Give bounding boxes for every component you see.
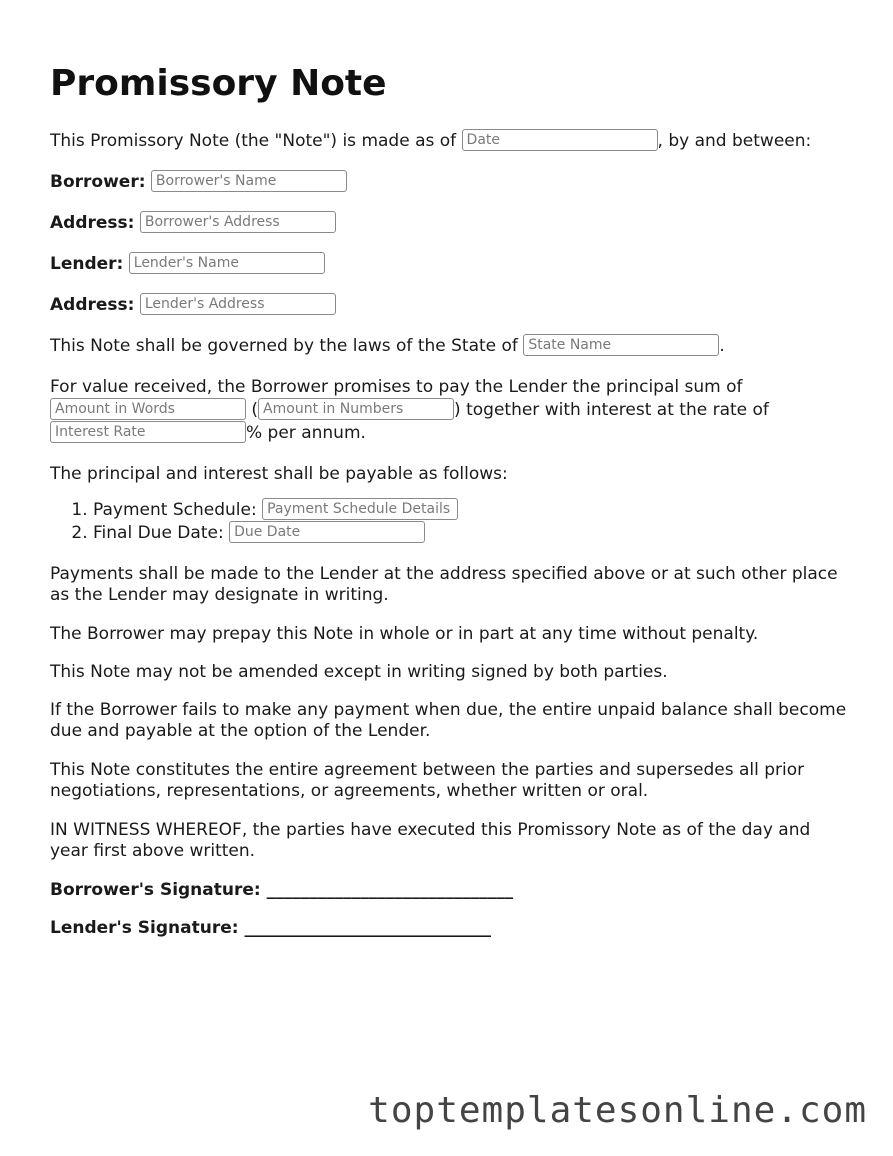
governing-law-paragraph: This Note shall be governed by the laws of the State of State Name . <box>50 336 725 356</box>
lender-address-line <box>50 294 850 316</box>
payment-schedule-input[interactable]: Payment Schedule Details <box>262 498 458 520</box>
state-name-input[interactable]: State Name <box>523 334 719 356</box>
interest-rate-input[interactable]: Interest Rate <box>50 421 246 443</box>
intro-paragraph: This Promissory Note (the "Note") is made as of Date , by and between: <box>50 131 812 151</box>
payment-list <box>50 499 850 545</box>
lender-address-input[interactable]: Lender's Address <box>140 293 336 315</box>
principal-paragraph: For value received, the Borrower promises to pay the Lender the principal sum of Amount in Words ( Amount in Numbers ) together with interest at the rate of Interest Rate % per annum. <box>50 377 769 443</box>
borrower-address-label: Address: <box>50 213 135 233</box>
borrower-address-line <box>50 212 850 234</box>
lender-address-label: Address: <box>50 295 135 315</box>
document-page <box>50 60 850 956</box>
amendment-paragraph: This Note may not be amended except in writing signed by both parties. <box>50 662 668 682</box>
watermark: toptemplatesonline.com <box>368 1090 867 1131</box>
witness-paragraph: IN WITNESS WHEREOF, the parties have executed this Promissory Note as of the day and year first above written. <box>50 820 811 861</box>
lender-signature-line: Lender's Signature: _____________________________ <box>50 918 491 938</box>
lender-line <box>50 253 850 275</box>
document-title: Promissory Note <box>50 63 387 104</box>
entire-agreement-paragraph: This Note constitutes the entire agreement between the parties and supersedes all prior negotiations, representations, or agreements, whether written or oral. <box>50 760 805 801</box>
lender-name-input[interactable]: Lender's Name <box>129 252 325 274</box>
list-item-payment-schedule: 1. Payment Schedule: Payment Schedule Details <box>93 499 850 522</box>
amount-numbers-input[interactable]: Amount in Numbers <box>258 398 454 420</box>
borrower-address-input[interactable]: Borrower's Address <box>140 211 336 233</box>
date-input[interactable]: Date <box>462 129 658 151</box>
borrower-line <box>50 171 850 193</box>
default-paragraph: If the Borrower fails to make any payment when due, the entire unpaid balance shall become due and payable at the option of the Lender. <box>50 700 847 741</box>
payable-intro: The principal and interest shall be payable as follows: <box>50 464 508 484</box>
borrower-name-input[interactable]: Borrower's Name <box>151 170 347 192</box>
borrower-signature-line: Borrower's Signature: _____________________________ <box>50 880 514 900</box>
prepay-paragraph: The Borrower may prepay this Note in whole or in part at any time without penalty. <box>50 624 759 644</box>
payments-paragraph: Payments shall be made to the Lender at the address specified above or at such other place as the Lender may designate in writing. <box>50 564 838 605</box>
due-date-input[interactable]: Due Date <box>229 521 425 543</box>
borrower-label: Borrower: <box>50 172 146 192</box>
amount-words-input[interactable]: Amount in Words <box>50 398 246 420</box>
list-item-final-due-date: 2. Final Due Date: Due Date <box>93 522 850 545</box>
lender-label: Lender: <box>50 254 124 274</box>
